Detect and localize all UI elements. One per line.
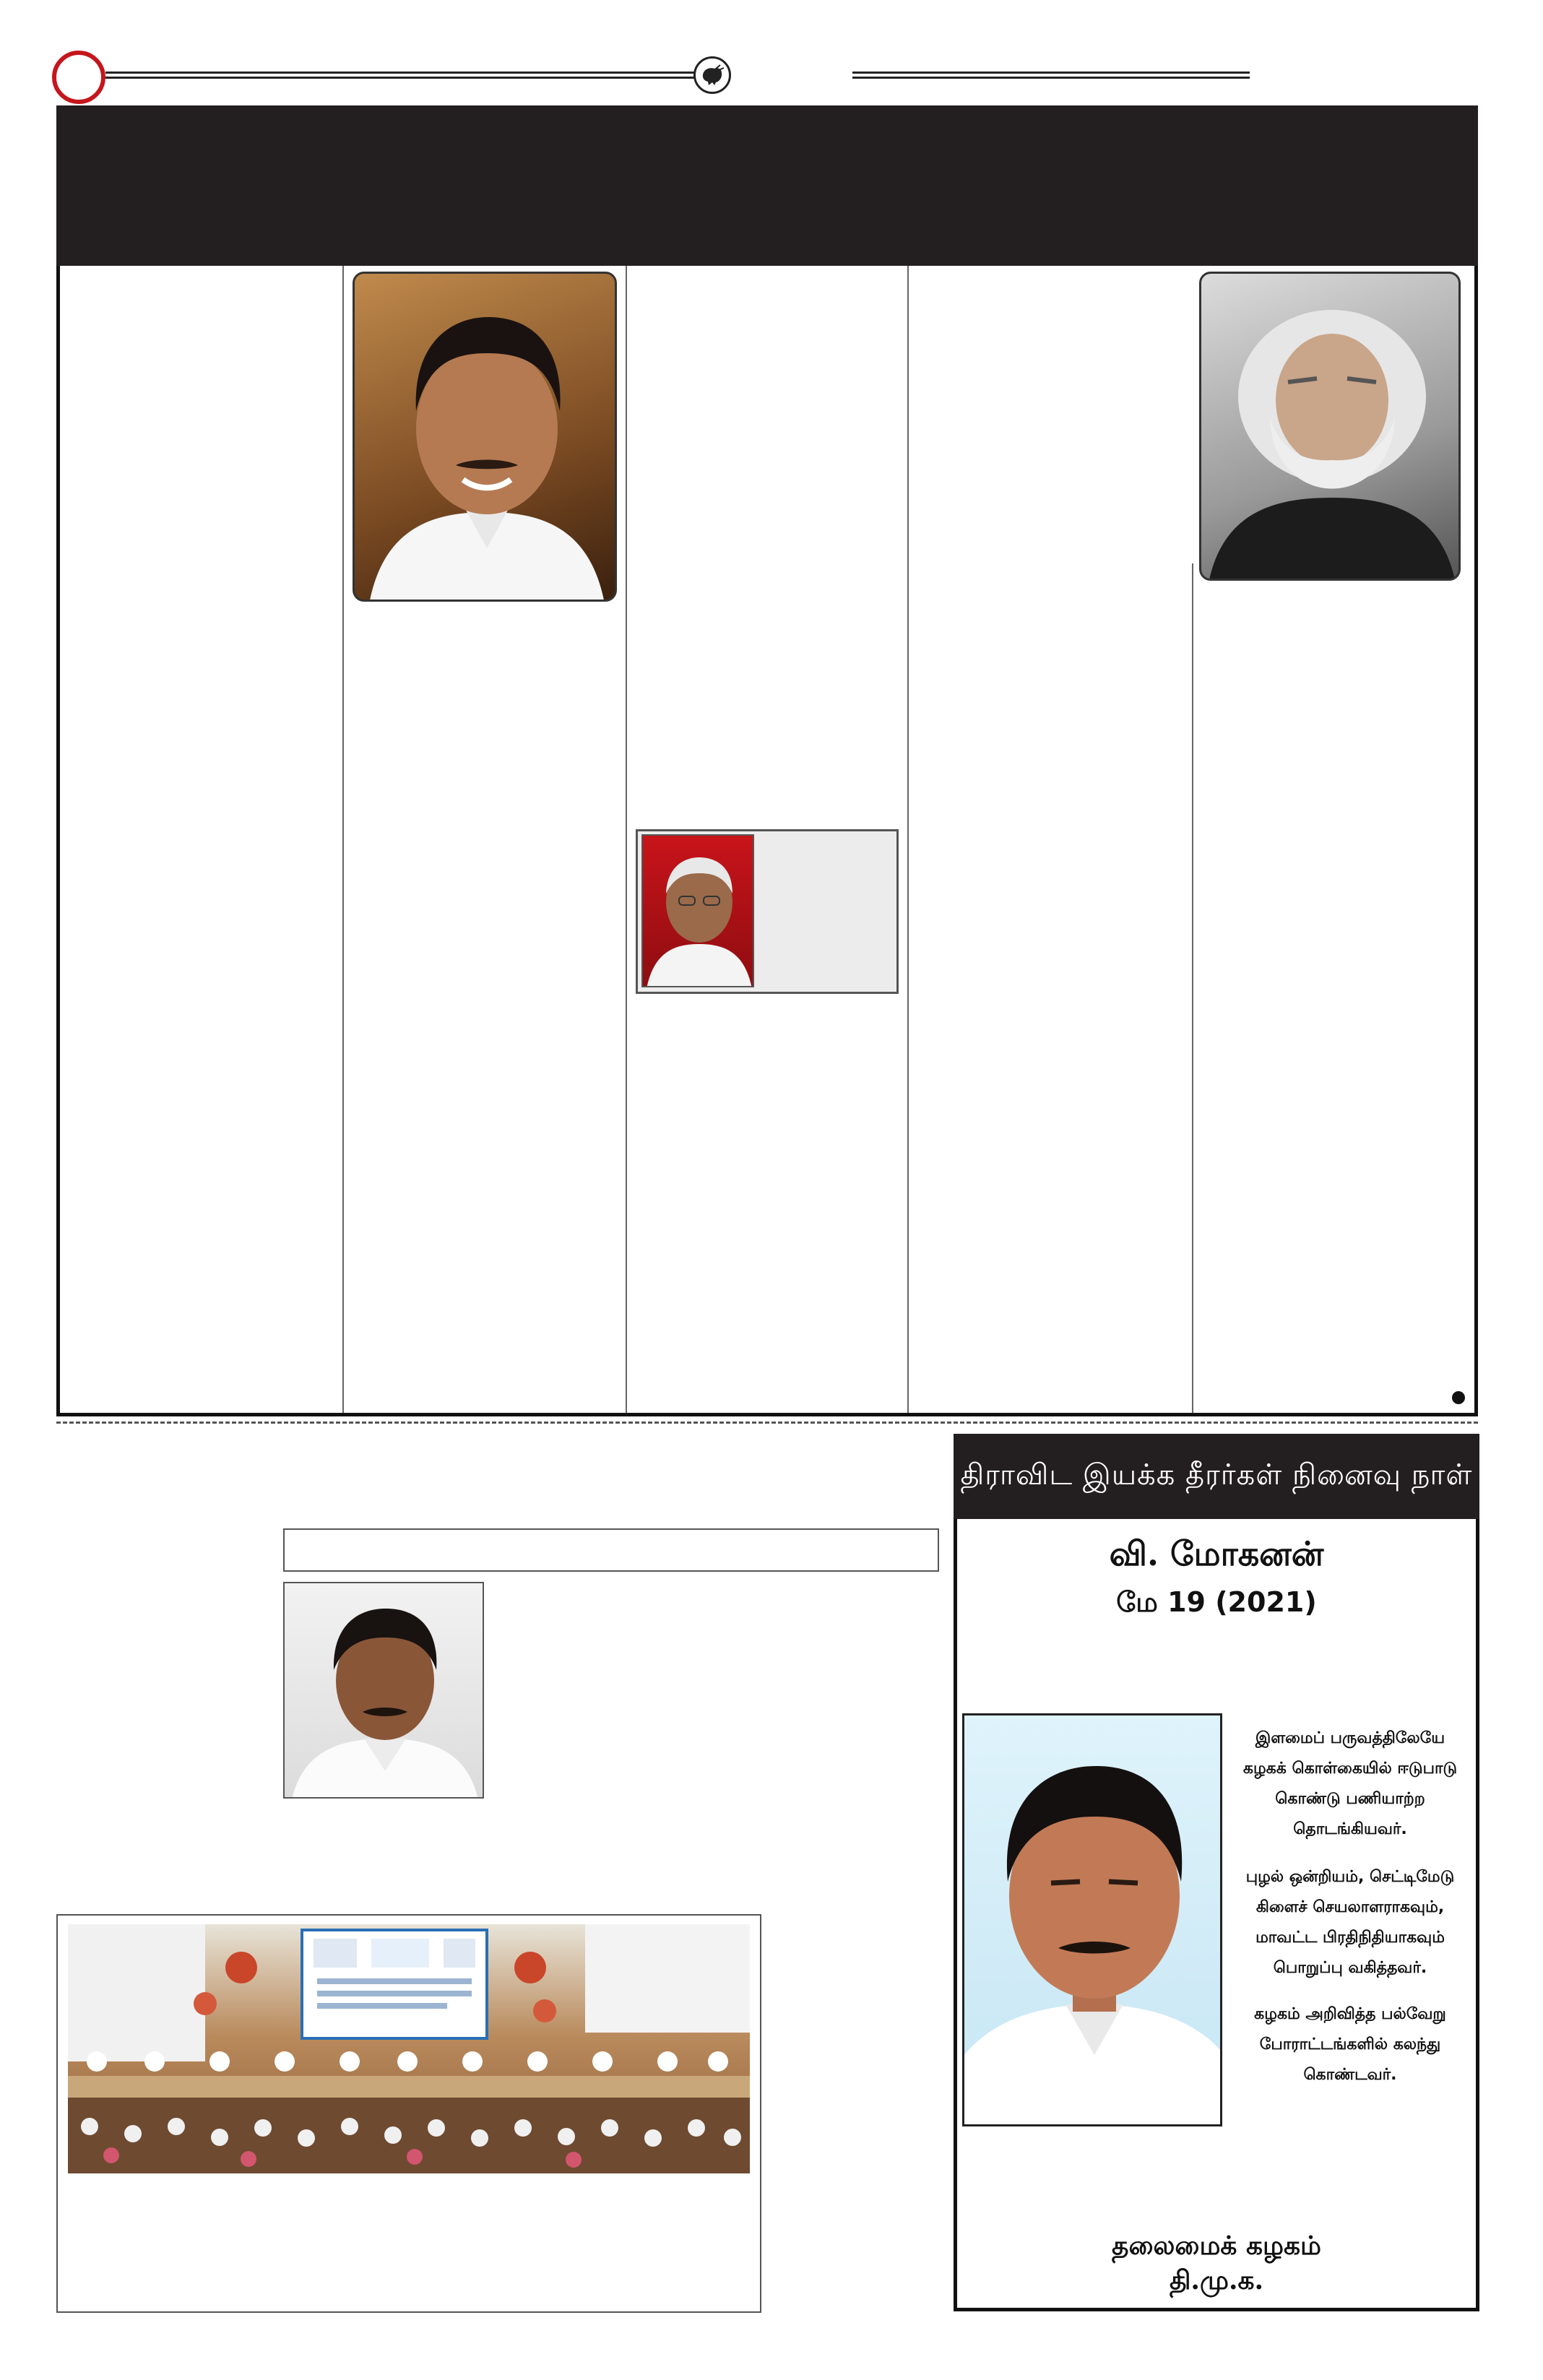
stalin-portrait-illustration [355, 274, 617, 602]
article-end-dot [1452, 1391, 1465, 1404]
signature-line: தலைமைக் கழகம் [1112, 2230, 1321, 2261]
memorial-header: திராவிட இயக்க தீரர்கள் நினைவு நாள் [954, 1434, 1479, 1519]
memorial-portrait-illustration [964, 1715, 1222, 2126]
column-divider [1192, 563, 1193, 1413]
karl-marx-portrait [1199, 272, 1461, 581]
top-feature-banner [56, 105, 1478, 266]
stalin-portrait [353, 272, 617, 602]
memorial-portrait [962, 1713, 1222, 2126]
column-divider [342, 266, 344, 1413]
column-divider [626, 266, 627, 1413]
memorial-name: வி. மோகனன் [1109, 1534, 1324, 1573]
disha-meeting-illustration [68, 1924, 750, 2173]
karl-marx-portrait-illustration [1201, 274, 1461, 581]
memorial-line: கிளைச் செயலாளராகவும், [1255, 1898, 1445, 1916]
masthead-rule-right [852, 72, 1250, 79]
masthead-rule-left [105, 72, 694, 79]
headline-box [283, 1528, 939, 1572]
memorial-date: மே 19 (2021) [1116, 1586, 1317, 1618]
memorial-line: கழகம் அறிவித்த பல்வேறு [1254, 2005, 1446, 2023]
mp-portrait [283, 1582, 484, 1799]
section-separator [56, 1421, 1478, 1424]
memorial-line: பொறுப்பு வகித்தவர். [1273, 1959, 1427, 1977]
memorial-line: போராட்டங்களில் கலந்து [1259, 2035, 1441, 2054]
memorial-line: புழல் ஒன்றியம், செட்டிமேடு [1245, 1868, 1455, 1886]
memorial-line: தொடங்கியவர். [1293, 1820, 1407, 1838]
memorial-line: இளமைப் பருவத்திலேயே [1255, 1729, 1445, 1747]
memorial-line: கொண்டவர். [1303, 2066, 1397, 2084]
memorial-line: கொண்டு பணியாற்ற [1275, 1790, 1425, 1808]
memorial-signature [954, 2228, 1479, 2298]
bull-emblem-icon [693, 56, 731, 94]
mp-portrait-illustration [285, 1583, 484, 1799]
disha-meeting-photo [68, 1924, 750, 2173]
memorial-paragraph [1225, 1723, 1475, 1845]
page-number-circle [52, 51, 105, 104]
memorial-line: கழகக் கொள்கையில் ஈடுபாடு [1242, 1760, 1458, 1778]
signature-line: தி.மு.க. [1169, 2265, 1264, 2295]
elderly-man-portrait [641, 834, 754, 987]
column-divider [907, 266, 909, 1413]
memorial-paragraph [1225, 1999, 1475, 2090]
memorial-paragraph [1225, 1862, 1475, 1983]
memorial-line: மாவட்ட பிரதிநிதியாகவும் [1255, 1929, 1445, 1947]
elderly-man-portrait-illustration [643, 836, 754, 987]
bull-emblem-icon [700, 64, 725, 86]
